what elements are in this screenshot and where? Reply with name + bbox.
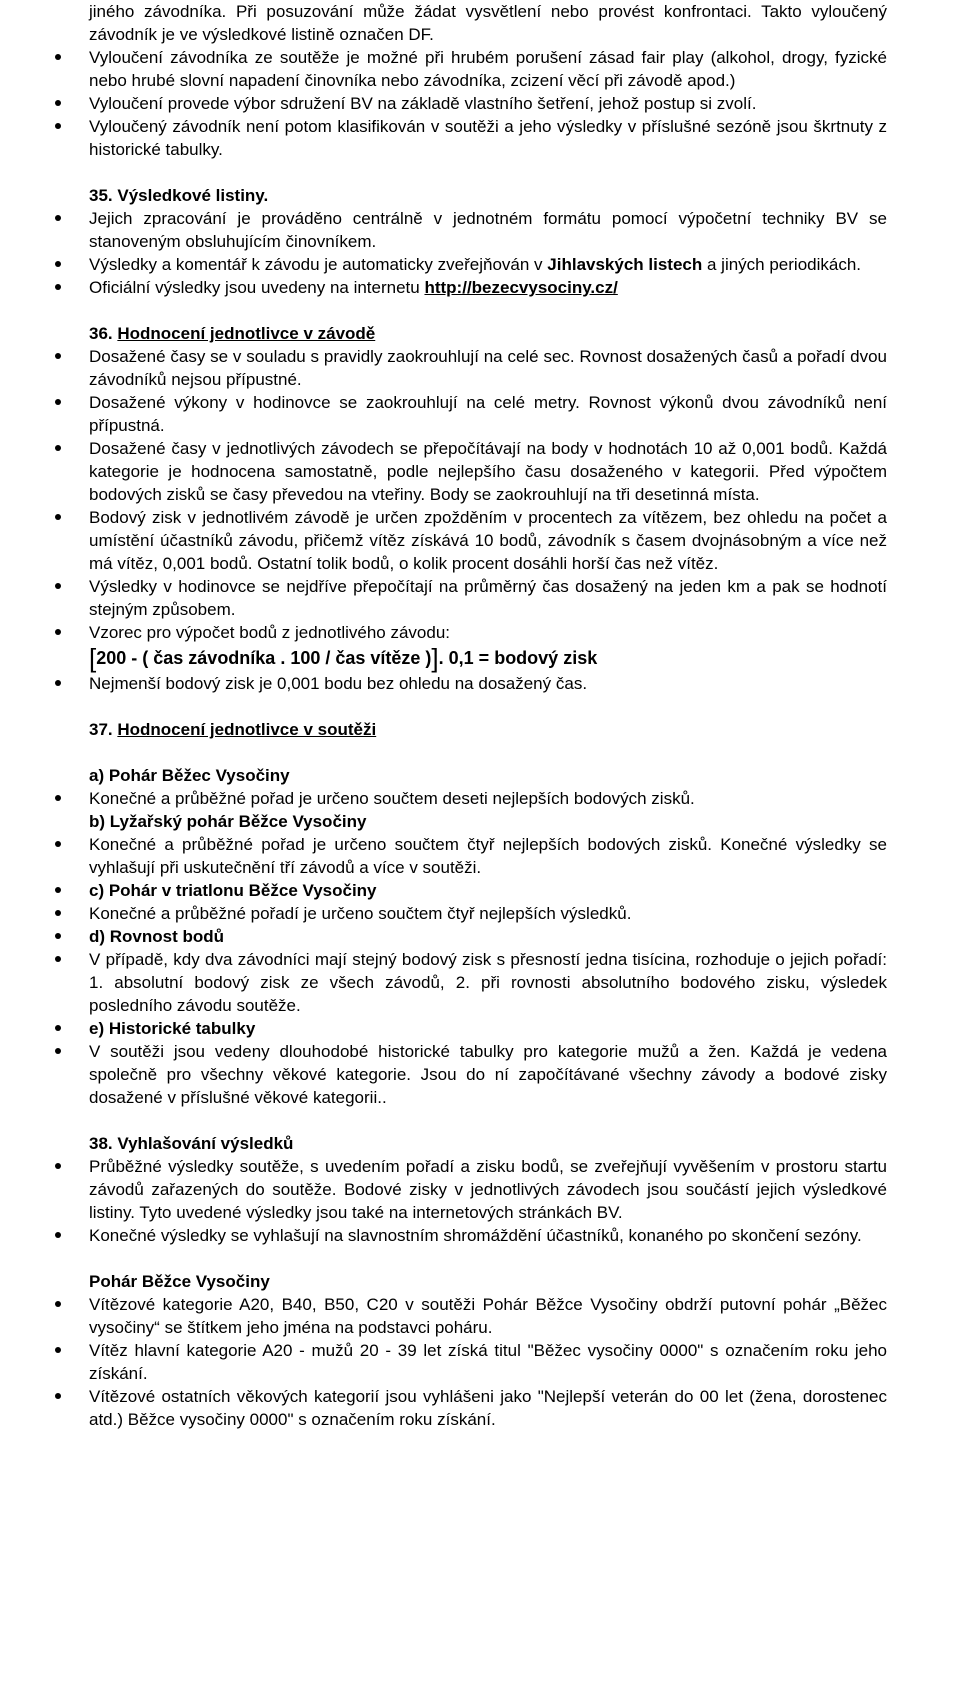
list-item: Průběžné výsledky soutěže, s uvedením pořadí a zisku bodů, se zveřejňují vyvěšením v prostoru startu závodů zařazených do soutěže. Bodové zisky v jednotlivých závodech jsou součástí jejich výsledkové listiny. Tyto uvedené výsledky jsou také na internetových stránkách BV.: [89, 1157, 887, 1222]
text: Výsledky a komentář k závodu je automaticky zveřejňován v: [89, 255, 548, 274]
list-item: Vyloučený závodník není potom klasifikován v soutěži a jeho výsledky v příslušné sezóně jsou škrtnuty z historické tabulky.: [89, 117, 887, 159]
list-item: V soutěži jsou vedeny dlouhodobé historické tabulky pro kategorie mužů a žen. Každá je vedena společně pro všechny věkové kategorie. Jsou do ní započítávané všechny závody a bodové zisky dosažené v příslušné věkové kategorii..: [89, 1042, 887, 1107]
list-item: Jejich zpracování je prováděno centrálně v jednotném formátu pomocí výpočetní techniky BV se stanoveným obsluhujícím činovníkem.: [89, 209, 887, 251]
list-item: Vyloučení provede výbor sdružení BV na základě vlastního šetření, jehož postup si zvolí.: [89, 92, 887, 115]
points-formula: [89, 644, 887, 672]
section-heading-36: [89, 322, 887, 345]
list-item: Vítězové kategorie A20, B40, B50, C20 v soutěži Pohár Běžce Vysočiny obdrží putovní pohár „Běžec vysočiny“ se štítkem jeho jména na podstavci poháru.: [89, 1295, 887, 1337]
heading-text: Hodnocení jednotlivce v závodě: [117, 324, 376, 343]
subheading-a: a) Pohár Běžec Vysočiny: [89, 766, 290, 785]
list-item: [89, 276, 887, 299]
subheading-d: d) Rovnost bodů: [89, 925, 887, 948]
heading-number: 37.: [89, 720, 118, 739]
heading-text: Hodnocení jednotlivce v soutěži: [117, 720, 377, 739]
section-heading-38: 38. Vyhlašování výsledků: [89, 1134, 294, 1153]
list-item: Výsledky v hodinovce se nejdříve přepočítají na průměrný čas dosažený na jeden km a pak se hodnotí stejným způsobem.: [89, 577, 887, 619]
text: a jiných periodikách.: [702, 255, 862, 274]
bracket-close: ]: [431, 643, 439, 673]
list-item: Konečné výsledky se vyhlašují na slavnostním shromáždění účastníků, konaného po skončení sezóny.: [89, 1224, 887, 1247]
individual-race-list: [89, 345, 887, 644]
list-item: Konečné a průběžné pořad je určeno součtem deseti nejlepších bodových zisků.: [89, 787, 887, 810]
list-item: Konečné a průběžné pořad je určeno součtem čtyř nejlepších bodových zisků. Konečné výsledky se vyhlašují při uskutečnění tří závodů a více v soutěži.: [89, 835, 887, 877]
list-item: Dosažené časy se v souladu s pravidly zaokrouhlují na celé sec. Rovnost dosažených časů a pořadí dvou závodníků nejsou přípustné.: [89, 347, 887, 389]
website-link[interactable]: http://bezecvysociny.cz/: [424, 278, 618, 297]
formula-inner: 200 - ( čas závodníka . 100 / čas vítěze ): [96, 648, 432, 668]
formula-tail: . 0,1 = bodový zisk: [438, 648, 598, 668]
list-item: V případě, kdy dva závodníci mají stejný bodový zisk s přesností jedna tisícina, rozhoduje o jejich pořadí: 1. absolutní bodový zisk ze všech závodů, 2. při rovnosti absolutního bodového zisku, výsledek posledního závodu soutěže.: [89, 950, 887, 1015]
competition-list: [89, 787, 887, 1109]
list-item: Nejmenší bodový zisk je 0,001 bodu bez ohledu na dosažený čas.: [89, 672, 887, 695]
list-item: Dosažené výkony v hodinovce se zaokrouhlují na celé metry. Rovnost výkonů dvou závodníků není přípustná.: [89, 393, 887, 435]
subheading-b: b) Lyžařský pohár Běžce Vysočiny: [89, 812, 367, 831]
list-item: Vítěz hlavní kategorie A20 - mužů 20 - 39 let získá titul "Běžec vysočiny 0000" s označením roku jeho získání.: [89, 1341, 887, 1383]
bracket-open: [: [89, 643, 97, 673]
section-heading-37: [89, 718, 887, 741]
subheading-c: c) Pohár v triatlonu Běžce Vysočiny: [89, 879, 887, 902]
paragraph-continuation: jiného závodníka. Při posuzování může žádat vysvětlení nebo provést konfrontaci. Takto vyloučený závodník je ve výsledkové listině označen DF.: [89, 2, 887, 44]
newspaper-name: Jihlavských listech: [547, 255, 703, 274]
cup-list: [89, 1293, 887, 1431]
results-list: [89, 207, 887, 299]
text: Oficiální výsledky jsou uvedeny na internetu: [89, 278, 425, 297]
section-heading-pohar: Pohár Běžce Vysočiny: [89, 1272, 270, 1291]
individual-race-list-end: [89, 672, 887, 695]
list-item: Dosažené časy v jednotlivých závodech se přepočítávají na body v hodnotách 10 až 0,001 bodů. Každá kategorie je hodnocena samostatně, podle nejlepšího času dosaženého v kategorii. Před výpočtem bodových zisků se časy převedou na vteřiny. Body se zaokrouhlují na tři desetinná místa.: [89, 439, 887, 504]
list-item: Konečné a průběžné pořadí je určeno součtem čtyř nejlepších výsledků.: [89, 902, 887, 925]
heading-number: 36.: [89, 324, 118, 343]
list-item: Vítězové ostatních věkových kategorií jsou vyhlášeni jako "Nejlepší veterán do 00 let (žena, dorostenec atd.) Běžce vysočiny 0000" s označením roku získání.: [89, 1387, 887, 1429]
list-item: [89, 253, 887, 276]
announcement-list: [89, 1155, 887, 1247]
list-item: Vyloučení závodníka ze soutěže je možné při hrubém porušení zásad fair play (alkohol, drogy, fyzické nebo hrubé slovní napadení činovníka nebo závodníka, zcizení věcí při závodě apod.): [89, 48, 887, 90]
subheading-e: e) Historické tabulky: [89, 1017, 887, 1040]
exclusion-list: [89, 46, 887, 161]
list-item: Vzorec pro výpočet bodů z jednotlivého závodu:: [89, 621, 887, 644]
section-heading-35: 35. Výsledkové listiny.: [89, 186, 269, 205]
list-item: Bodový zisk v jednotlivém závodě je určen zpožděním v procentech za vítězem, bez ohledu na počet a umístění účastníků závodu, přičemž vítěz získává 10 bodů, závodník s časem dvojnásobným a více než má vítěz, 0,001 bodů. Ostatní tolik bodů, o kolik procent dosáhli horší čas než vítěz.: [89, 508, 887, 573]
